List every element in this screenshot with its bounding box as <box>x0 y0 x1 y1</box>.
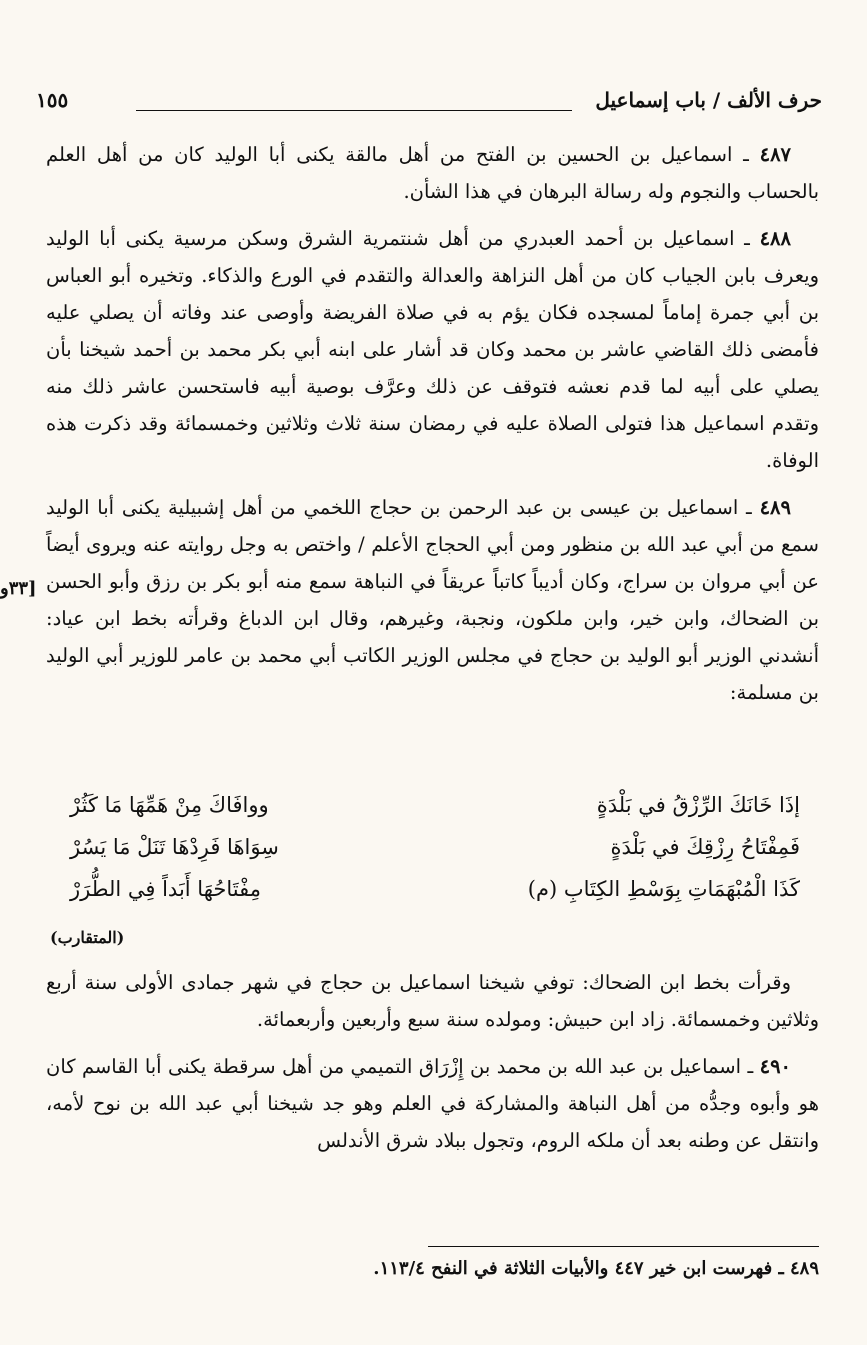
entry-487 <box>46 136 819 210</box>
verse-first-hemistich: إذَا خَانَكَ الرِّزْقُ في بَلْدَةٍ <box>596 793 800 817</box>
poetic-meter-label: (المتقارب) <box>50 928 125 947</box>
entry-text: ـ اسماعيل بن عيسى بن عبد الرحمن بن حجاج اللخمي من أهل إشبيلية يكنى أبا الوليد سمع من أبي عبد الله بن منظور ومن أبي الحجاج الأعلم / واختص به وجل روايته عنه ويروى أيضاً عن أبي مروان بن سراج، وكان أديباً كاتباً عريقاً في النباهة سمع منه أبو بكر بن رزق وأبو الحسن بن الضحاك، وابن خير، وابن ملكون، ونجبة، وغيرهم، وقال ابن الدباغ وقرأته بخط ابن عياد: أنشدني الوزير أبو الوليد بن حجاج في مجلس الوزير الكاتب أبي محمد بن عامر للوزير أبي الوليد بن مسلمة: <box>46 496 819 704</box>
verse-second-hemistich: ووافَاكَ مِنْ هَمِّهَا مَا كَثُرْ <box>70 793 269 817</box>
entry-488 <box>46 220 819 479</box>
footnote-separator <box>428 1246 819 1247</box>
main-text-continued <box>46 964 819 1159</box>
manuscript-folio-note: [٣٣و <box>0 578 37 599</box>
entry-490 <box>46 1048 819 1159</box>
entry-number: ٤٩٠ <box>759 1055 792 1078</box>
entry-number: ٤٨٨ <box>759 227 791 250</box>
page-number: ١٥٥ <box>36 88 69 112</box>
entry-text: ـ اسماعيل بن الحسين بن الفتح من أهل مالقة يكنى أبا الوليد كان من أهل العلم بالحساب والنجوم وله رسالة البرهان في هذا الشأن. <box>46 143 819 203</box>
header-rule <box>136 110 572 111</box>
entry-text: ـ اسماعيل بن عبد الله بن محمد بن إِزْرَاق التميمي من أهل سرقطة يكنى أبا القاسم كان هو وأبوه وجدُّه من أهل النباهة والمشاركة في العلم وهو جد شيخنا أبي عبد الله بن نوح لأمه، وانتقل عن وطنه بعد أن ملكه الروم، وتجول ببلاد شرق الأندلس <box>46 1055 819 1152</box>
entry-number: ٤٨٧ <box>759 143 792 166</box>
verse-first-hemistich: كَذَا الْمُبْهَمَاتِ بِوَسْطِ الكِتَابِ (م) <box>527 877 800 901</box>
entry-text: ـ اسماعيل بن أحمد العبدري من أهل شنتمرية الشرق وسكن مرسية يكنى أبا الوليد ويعرف بابن الجياب كان من أهل النزاهة والعدالة والتقدم في الورع والذكاء. وتخيره أبو العباس بن أبي جمرة إماماً لمسجده فكان يؤم به في صلاة الفريضة وأوصى عند وفاته أن يصلي عليه فأمضى ذلك القاضي عاشر بن محمد وكان قد أشار على ابنه أبي بكر محمد بن أحمد شيخنا بأن يصلي على أبيه لما قدم نعشه فتوقف عن ذلك وعرَّف بوصية أبيه فاستحسن عاشر ذلك منه وتقدم اسماعيل هذا فتولى الصلاة عليه في رمضان سنة ثلاث وثلاثين وخمسمائة وقد ذكرت هذه الوفاة. <box>46 227 819 472</box>
entry-number: ٤٨٩ <box>759 496 791 519</box>
poem-verses <box>70 784 800 910</box>
main-text <box>46 136 819 711</box>
death-note-paragraph: وقرأت بخط ابن الضحاك: توفي شيخنا اسماعيل بن حجاج في شهر جمادى الأولى سنة أربع وثلاثين وخمسمائة. زاد ابن حبيش: ومولده سنة سبع وأربعين وأربعمائة. <box>46 971 819 1031</box>
verse-second-hemistich: مِفْتَاحُهَا أَبَداً فِي الطُّرَرْ <box>70 877 261 901</box>
running-header <box>36 82 822 122</box>
verse-first-hemistich: فَمِفْتَاحُ رِزْقِكَ في بَلْدَةٍ <box>610 835 800 859</box>
header-title: حرف الألف / باب إسماعيل <box>595 88 822 112</box>
verse-line <box>70 784 800 826</box>
verse-second-hemistich: سِوَاهَا فَرِدْهَا تَنَلْ مَا يَسُرْ <box>70 835 279 859</box>
footnote: ٤٨٩ ـ فهرست ابن خير ٤٤٧ والأبيات الثلاثة في النفح ١١٣/٤. <box>373 1258 819 1279</box>
entry-489 <box>46 489 819 711</box>
verse-line <box>70 868 800 910</box>
verse-line <box>70 826 800 868</box>
